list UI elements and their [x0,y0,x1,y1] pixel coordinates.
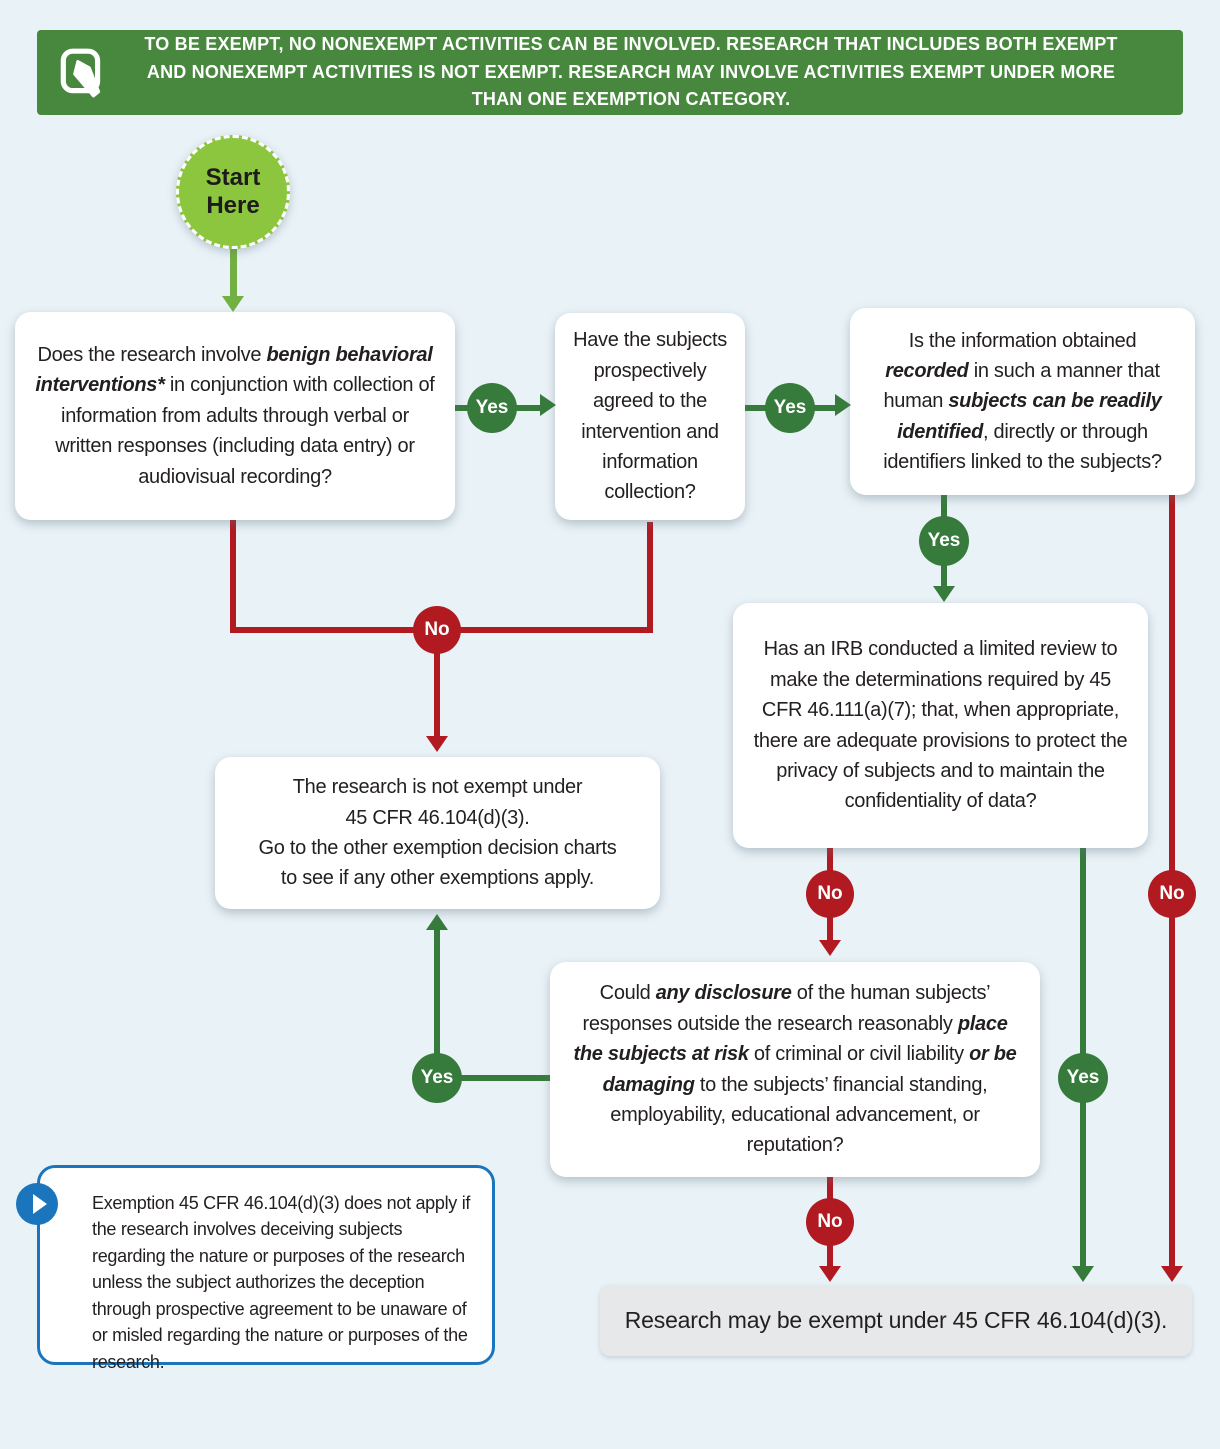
yes-badge-irb-outcome: Yes [1058,1053,1108,1103]
yes-badge-q1-q2: Yes [467,383,517,433]
no-badge-q3-outcome: No [1148,870,1196,918]
outcome-may-be-exempt-text: Research may be exempt under 45 CFR 46.104(d)(3). [624,1307,1168,1333]
deception-note [37,1165,495,1372]
start-arrow-line [230,249,237,299]
start-here-node: Start Here [176,135,290,249]
question-disclosure-risk-text: Could any disclosure of the human subjects’ responses outside the research reasonably place the subjects at risk of criminal or civil liability or be damaging to the subjects’ financial standing, employability, educational advancement, or reputation? [573,982,1017,1157]
no-arrowhead-disclosure-outcome-icon [819,1266,841,1282]
no-line-q1-down [230,520,236,632]
top-banner [37,30,1183,115]
yes-badge-q2-q3: Yes [765,383,815,433]
question-prospective-agreement [555,313,745,520]
outcome-not-exempt-text: The research is not exempt under 45 CFR 46.104(d)(3). Go to the other exemption decision charts to see if any other exemptions apply. [258,776,617,890]
yes-badge-q3-irb: Yes [919,516,969,566]
no-line-merge-to-notexempt [434,652,440,738]
no-line-q2-down [647,522,653,632]
question-readily-identified-text: Is the information obtained recorded in such a manner that human subjects can be readily identified, directly or through identifiers linked to the subjects? [883,329,1162,474]
yes-arrowhead-q1-q2-icon [540,394,556,416]
no-arrowhead-irb-disclosure-icon [819,940,841,956]
question-benign-interventions [15,312,455,520]
yes-arrowhead-irb-outcome-icon [1072,1266,1094,1282]
deception-note-text: Exemption 45 CFR 46.104(d)(3) does not apply if the research involves deceiving subjects regarding the nature or purposes of the research unless the subject authorizes the deception through prospective agreement to be unaware of or misled regarding the nature or purposes of the research. [92,1193,471,1372]
no-badge-irb-disclosure: No [806,870,854,918]
play-triangle-icon [33,1194,47,1214]
question-benign-interventions-text: Does the research involve benign behavioral interventions* in conjunction with collection of information from adults through verbal or written responses (including data entry) or audiovisual recording? [35,344,435,488]
outcome-not-exempt [215,757,660,909]
outcome-may-be-exempt [600,1285,1192,1356]
yes-badge-disclosure-notexempt: Yes [412,1053,462,1103]
no-badge-disclosure-outcome: No [806,1198,854,1246]
note-pointer-icon [16,1183,58,1225]
banner-text: TO BE EXEMPT, NO NONEXEMPT ACTIVITIES CAN BE INVOLVED. RESEARCH THAT INCLUDES BOTH EXEMPT AND NONEXEMPT ACTIVITIES IS NOT EXEMPT. RESEARCH MAY INVOLVE ACTIVITIES EXEMPT UNDER MORE THAN ONE EXEMPTION CATEGORY. [144,33,1118,110]
question-disclosure-risk [550,962,1040,1177]
question-irb-limited-review [733,603,1148,848]
question-irb-limited-review-text: Has an IRB conducted a limited review to make the determinations required by 45 CFR 46.111(a)(7); that, when appropriate, there are adequate provisions to protect the privacy of subjects and to maintain the confidentiality of data? [753,638,1128,813]
yes-arrowhead-q2-q3-icon [835,394,851,416]
exemption-chart-logo-icon [55,45,109,101]
no-badge-merge: No [413,606,461,654]
yes-arrowhead-q3-irb-icon [933,586,955,602]
no-arrowhead-notexempt-icon [426,736,448,752]
start-arrowhead-icon [222,296,244,312]
yes-arrowhead-disclosure-notexempt-icon [426,914,448,930]
question-readily-identified [850,308,1195,495]
question-prospective-agreement-text: Have the subjects prospectively agreed to the intervention and information collection? [573,329,727,504]
no-arrowhead-q3-outcome-icon [1161,1266,1183,1282]
